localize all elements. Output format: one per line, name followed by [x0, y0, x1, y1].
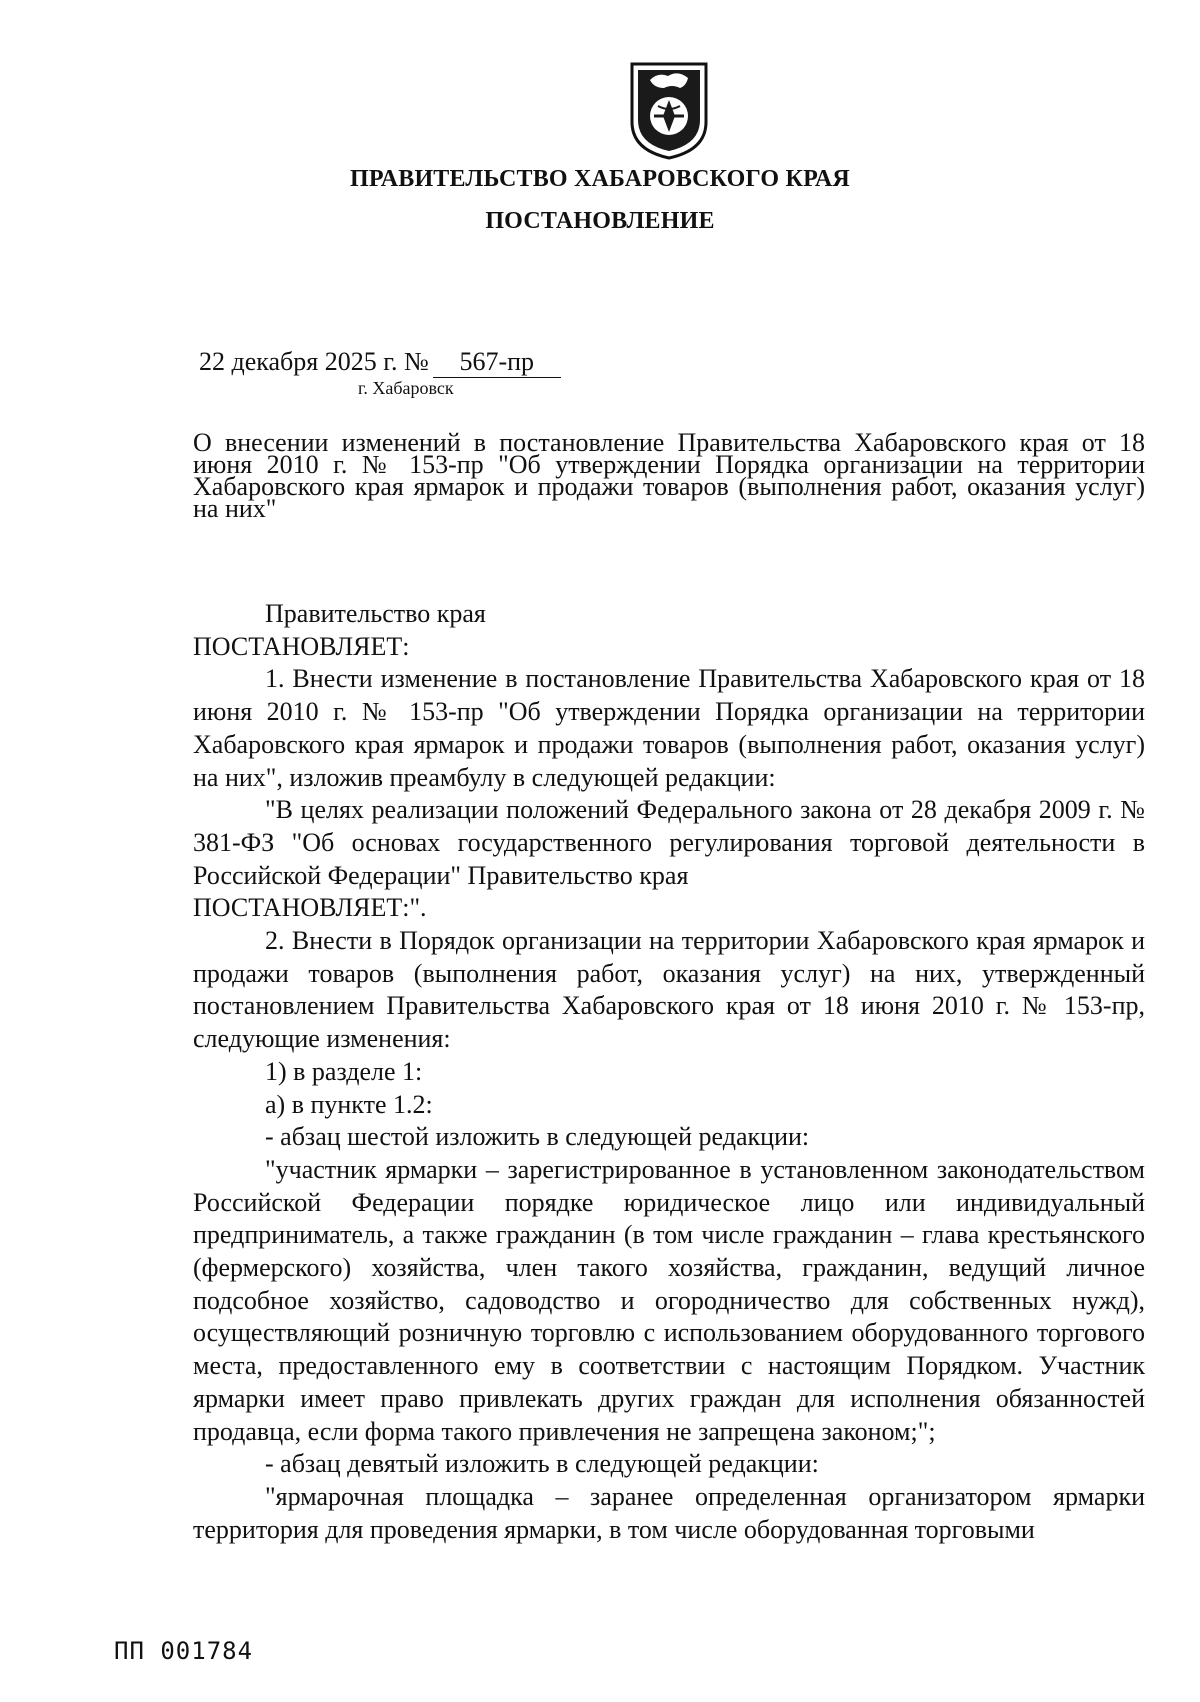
document-registration-code: ПП 001784 — [114, 1637, 254, 1665]
document-subject: О внесении изменений в постановление Правительства Хабаровского края от 18 июня 2010 г. № 153-пр "Об утверждении Порядка организации на территории Хабаровского края ярмарок и продажи товаров (выполнения работ, оказания услуг) на них" — [193, 428, 1145, 523]
document-body — [193, 598, 1145, 1546]
body-paragraph: 1. Внести изменение в постановление Правительства Хабаровского края от 18 июня 2010 г. № 153-пр "Об утверждении Порядка организации на территории Хабаровского края ярмарок и продажи товаров (выполнения работ, оказания услуг) на них", изложив преамбулу в следующей редакции: — [193, 664, 1145, 792]
body-paragraph: 2. Внести в Порядок организации на территории Хабаровского края ярмарок и продажи товаров (выполнения работ, оказания услуг) на них, утвержденный постановлением Правительства Хабаровского края от 18 июня 2010 г. № 153-пр, следующие изменения: — [193, 926, 1145, 1054]
coat-of-arms-emblem — [628, 60, 710, 160]
body-paragraph: - абзац девятый изложить в следующей редакции: — [265, 1449, 819, 1479]
body-paragraph: - абзац шестой изложить в следующей редакции: — [265, 1122, 810, 1152]
body-paragraph: "участник ярмарки – зарегистрированное в установленном законодательством Российской Федерации порядке юридическое лицо или индивидуальный предприниматель, а также гражданин (в том числе гражданин – глава крестьянского (фермерского) хозяйства, член такого хозяйства, гражданин, ведущий личное подсобное хозяйство, садоводство и огородничество для собственных нужд), осуществляющий розничную торговлю с использованием оборудованного торгового места, предоставленного ему в соответствии с настоящим Порядком. Участник ярмарки имеет право привлекать других граждан для исполнения обязанностей продавца, если форма такого привлечения не запрещена законом;"; — [193, 1154, 1145, 1446]
document-date: 22 декабря 2025 г. № — [199, 347, 429, 376]
body-paragraph: а) в пункте 1.2: — [265, 1089, 433, 1119]
date-number-line — [199, 347, 561, 378]
document-city: г. Хабаровск — [358, 378, 454, 398]
body-paragraph: 1) в разделе 1: — [265, 1056, 423, 1086]
body-paragraph: "В целях реализации положений Федерального закона от 28 декабря 2009 г. № 381-ФЗ "Об основах государственного регулирования торговой деятельности в Российской Федерации" Правительство края — [193, 795, 1145, 890]
document-number: 567-пр — [433, 347, 561, 378]
body-paragraph: ПОСТАНОВЛЯЕТ:". — [193, 893, 427, 923]
body-paragraph: ПОСТАНОВЛЯЕТ: — [193, 631, 410, 661]
body-paragraph: Правительство края — [265, 599, 486, 628]
government-title: ПРАВИТЕЛЬСТВО ХАБАРОВСКОГО КРАЯ — [350, 166, 850, 192]
document-type-title: ПОСТАНОВЛЕНИЕ — [485, 208, 715, 234]
body-paragraph: "ярмарочная площадка – заранее определенная организатором ярмарки территория для проведения ярмарки, в том числе оборудованная торговыми — [193, 1481, 1145, 1544]
